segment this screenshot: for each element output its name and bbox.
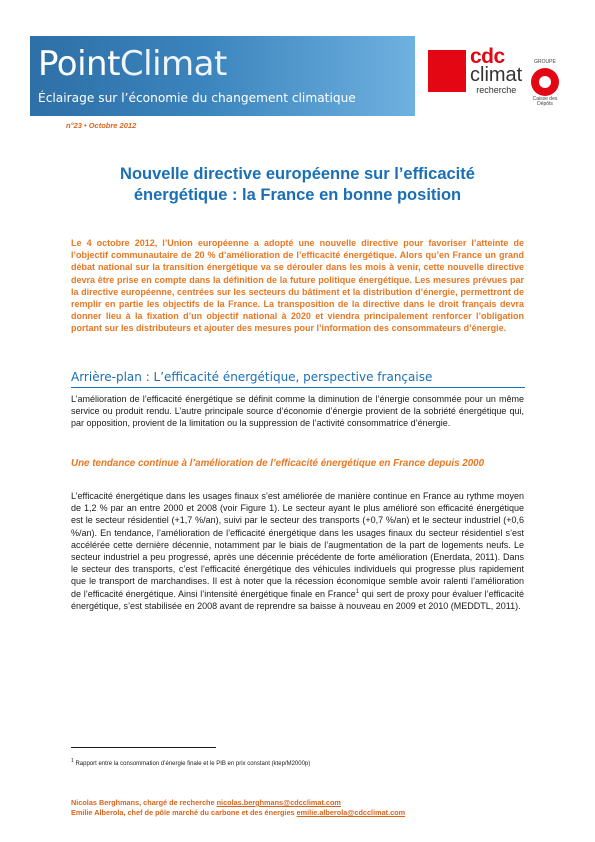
title-line-2: énergétique : la France en bonne position	[133, 186, 462, 204]
author-line	[71, 808, 405, 818]
section-paragraph: L’amélioration de l’efficacité énergétique se définit comme la diminution de l’énergie consommée pour un même service ou produit rendu. L’autre principale source d’économie d’énergie provient de la sobriété énergétique qui, par opposition, provient de la limitation ou la suppression de l’activité consommatrice d’énergie.	[71, 394, 524, 429]
footnote-ref[interactable]: 1	[355, 588, 360, 595]
publication-subtitle: Éclairage sur l’économie du changement climatique	[38, 91, 356, 105]
groupe-logo	[528, 60, 562, 108]
author-email-link[interactable]: nicolas.berghmans@cdcclimat.com	[216, 798, 341, 807]
logo-climat: climat	[470, 64, 523, 86]
header-banner	[30, 36, 415, 116]
author-email-link[interactable]: emilie.alberola@cdcclimat.com	[296, 808, 406, 817]
document-title	[50, 164, 545, 206]
brand-bold: Point	[38, 44, 120, 84]
brand-light: Climat	[119, 44, 227, 84]
groupe-caption: Caisse des Dépôts	[532, 95, 558, 107]
subsection-heading: Une tendance continue à l’amélioration de l’efficacité énergétique en France depuis 2000	[71, 458, 485, 469]
section-heading: Arrière-plan : L’efficacité énergétique, perspective française	[71, 370, 525, 388]
title-line-1: Nouvelle directive européenne sur l’efficacité	[120, 165, 475, 183]
issue-number: n°23 • Octobre 2012	[66, 121, 137, 130]
cdc-logo-mark	[428, 50, 466, 92]
logo-cdc: cdc	[470, 45, 505, 68]
footnote-text: Rapport entre la consommation d’énergie finale et le PIB en prix constant (ktep/M2000p)	[75, 761, 311, 767]
subsection-paragraph	[71, 490, 524, 612]
author-name: Emilie Alberola, chef de pôle marché du carbone et des énergies	[71, 808, 297, 817]
intro-abstract: Le 4 octobre 2012, l’Union européenne a adopté une nouvelle directive pour favoriser l’atteinte de l’objectif communautaire de 20 % d’amélioration de l’efficacité énergétique. Alors qu’en France un grand débat national sur la transition énergétique va se dérouler dans les mois à venir, cette nouvelle directive devra être prise en compte dans la définition de la future politique énergétique. Les mesures prévues par la directive européenne, centrées sur les secteurs du bâtiment et la distribution d’énergie, permettront de remplir en partie les objectifs de la France. La transposition de la directive dans le droit français devra donner lieu à la fixation d’un objectif national à 2020 et viendra principalement renforcer l’obligation portant sur les distributeurs et ajouter des mesures pour l’information des consommateurs d’énergie.	[71, 238, 524, 334]
authors-block	[71, 798, 405, 818]
logo-recherche: recherche	[476, 85, 517, 95]
caisse-des-depots-icon	[531, 68, 559, 96]
groupe-label: GROUPE	[534, 59, 556, 65]
paragraph-text-b: qui sert de proxy pour évaluer l’efficacité énergétique, s’est stabilisée en 2008 avant de reprendre sa baisse à nouveau en 2009 et 2010 (MEDDTL, 2011).	[71, 588, 524, 611]
footnote	[71, 758, 310, 767]
author-name: Nicolas Berghmans, chargé de recherche	[71, 798, 217, 807]
footnote-mark: 1	[71, 758, 74, 764]
footnote-divider	[71, 747, 216, 748]
cdc-climat-logo	[470, 46, 522, 95]
paragraph-text-a: L’efficacité énergétique dans les usages finaux s’est améliorée de manière continue en France au rythme moyen de 1,2 % par an entre 2000 et 2008 (voir Figure 1). Le secteur ayant le plus amélioré son efficacité énergétique est le secteur résidentiel (+1,7 %/an), suivi par le secteur des transports (+0,7 %/an) et le secteur industriel (+0,6 %/an). En tendance, l’amélioration de l’efficacité énergétique dans les usages finaux du secteur résidentiel s’est accélérée cette dernière décennie, notamment par le biais de l’augmentation de la part de logements neufs. Le secteur industriel a peu progressé, après une décennie précédente de forte amélioration (Enerdata, 2011). Dans le secteur des transports, c’est l’efficacité énergétique des véhicules individuels qui progresse plus rapidement que le transport de marchandises. Il est à noter que la récession économique semble avoir ralenti l’amélioration de l’efficacité énergétique. Ainsi l’intensité énergétique finale en France	[71, 491, 524, 599]
publication-name	[38, 44, 227, 84]
author-line	[71, 798, 405, 808]
